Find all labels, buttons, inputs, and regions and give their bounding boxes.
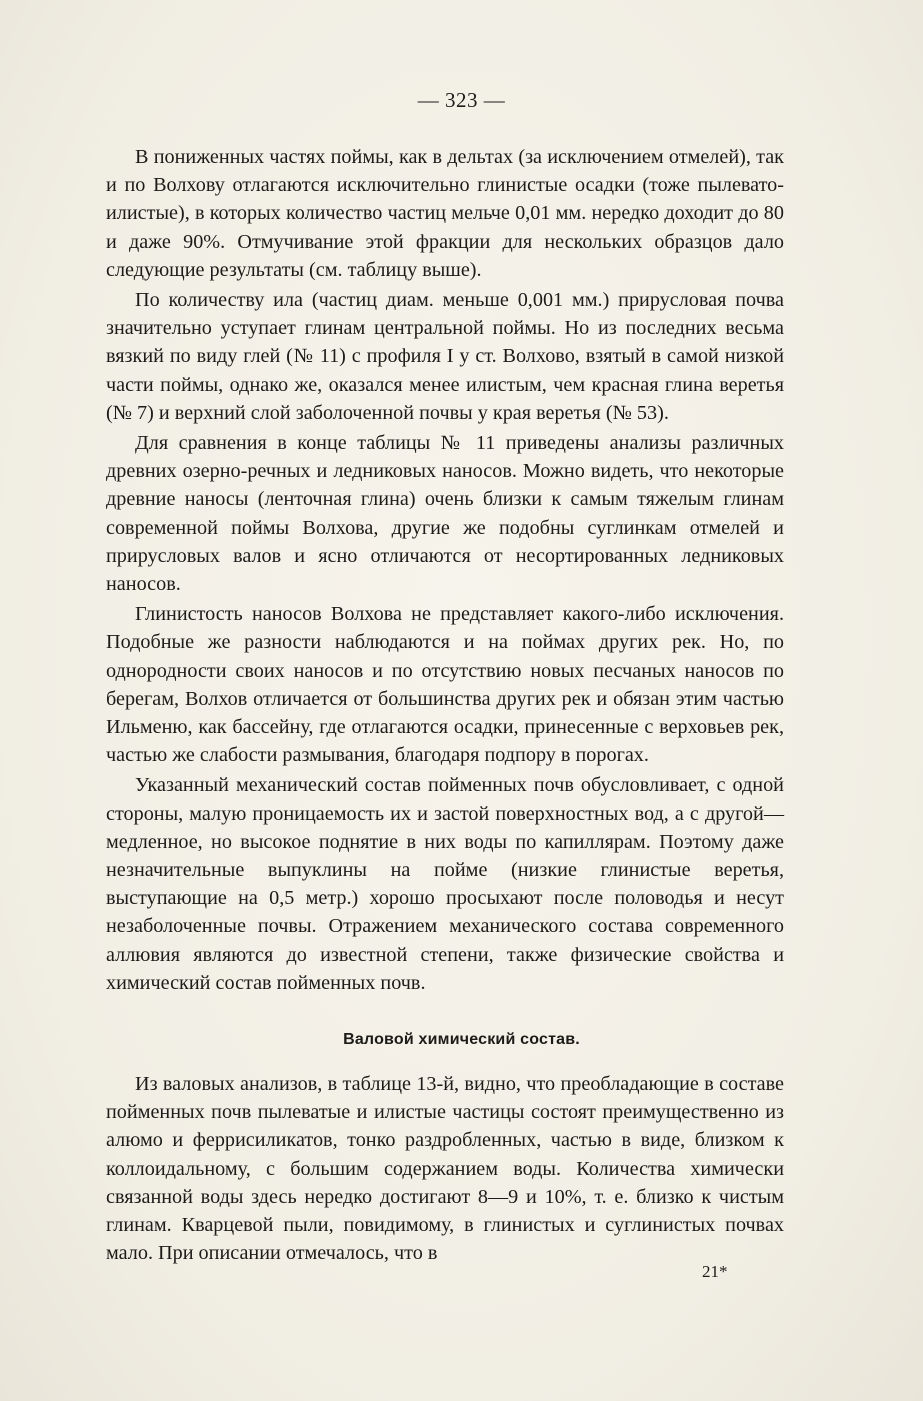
- paragraph: В пониженных частях поймы, как в дельтах (за исключением отмелей), так и по Волхову отлагаются исключительно глинистые осадки (тоже пылевато-илистые), в которых количество частиц мельче 0,01 мм. нередко доходит до 80 и даже 90%. Отмучивание этой фракции для нескольких образцов дало следующие результаты (см. таблицу выше).: [106, 146, 784, 281]
- section-heading: Валовой химический состав.: [343, 1031, 580, 1048]
- body-text-continued: [106, 1070, 784, 1267]
- paragraph: Указанный механический состав пойменных почв обусловливает, с одной стороны, малую проницаемость их и застой поверхностных вод, а с другой—медленное, но высокое поднятие в них воды по капиллярам. Поэтому даже незначительные выпуклины на пойме (низкие глинистые веретья, выступающие на 0,5 метр.) хорошо просыхают после половодья и несут незаболоченные почвы. Отражением механического состава современного аллювия являются до известной степени, также физические свойства и химический состав пойменных почв.: [106, 774, 784, 994]
- body-text: [106, 143, 784, 999]
- signature-mark: 21*: [702, 1262, 728, 1281]
- paragraph: Из валовых анализов, в таблице 13-й, видно, что преобладающие в составе пойменных почв пылеватые и илистые частицы состоят преимущественно из алюмо и феррисиликатов, тонко раздробленных, частью в виде, близком к коллоидальному, с большим содержанием воды. Количества химически связанной воды здесь нередко достигают 8—9 и 10%, т. е. близко к чистым глинам. Кварцевой пыли, повидимому, в глинистых и суглинистых почвах мало. При описании отмечалось, что в: [106, 1073, 784, 1265]
- paragraph: Для сравнения в конце таблицы № 11 приведены анализы различных древних озерно-речных и ледниковых наносов. Можно видеть, что некоторые древние наносы (ленточная глина) очень близки к самым тяжелым глинам современной поймы Волхова, другие же подобны суглинкам отмелей и прирусловых валов и ясно отличаются от несортированных ледниковых наносов.: [106, 432, 784, 596]
- paragraph: По количеству ила (частиц диам. меньше 0,001 мм.) прирусловая почва значительно уступает глинам центральной поймы. Но из последних весьма вязкий по виду глей (№ 11) с профиля I у ст. Волхово, взятый в самой низкой части поймы, однако же, оказался менее илистым, чем красная глина веретья (№ 7) и верхний слой заболоченной почвы у края веретья (№ 53).: [106, 289, 784, 424]
- paragraph: Глинистость наносов Волхова не представляет какого-либо исключения. Подобные же разности наблюдаются и на поймах других рек. Но, по однородности своих наносов и по отсутствию новых песчаных наносов по берегам, Волхов отличается от большинства других рек и обязан этим частью Ильменю, как бассейну, где отлагаются осадки, принесенные с верховьев рек, частью же слабости размывания, благодаря подпору в порогах.: [106, 603, 784, 767]
- page-number: — 323 —: [417, 88, 506, 112]
